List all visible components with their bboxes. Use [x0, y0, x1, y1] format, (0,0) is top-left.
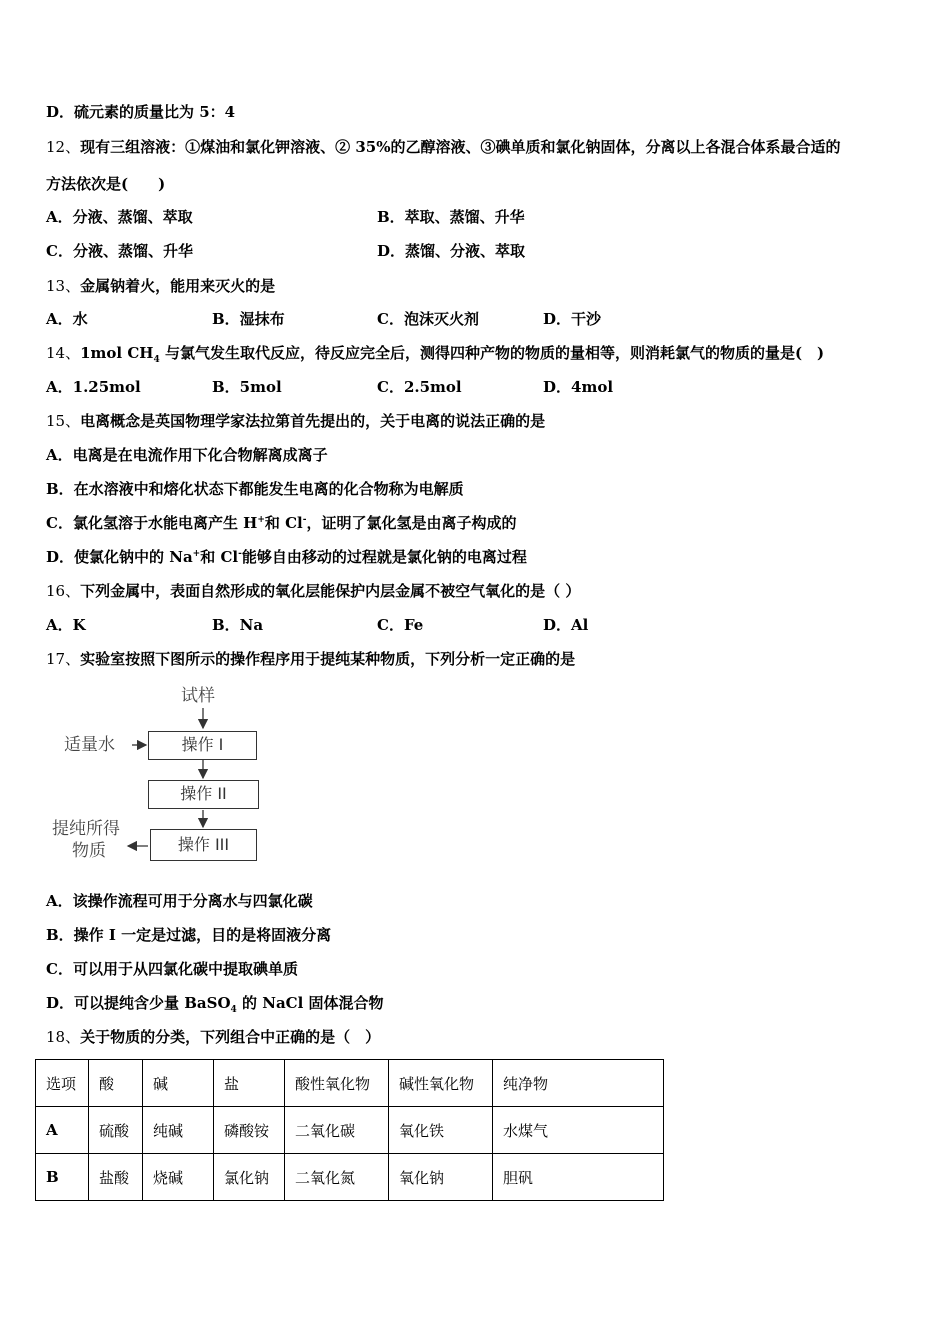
table-cell: 磷酸铵 [214, 1107, 285, 1154]
q12-option-b: B．萃取、蒸馏、升华 [377, 208, 525, 226]
flow-sample-label: 试样 [181, 686, 215, 706]
q17-option-c: C．可以用于从四氯化碳中提取碘单质 [46, 960, 298, 978]
q16-option-b: B．Na [212, 616, 264, 634]
q12-option-a: A．分液、蒸馏、萃取 [46, 208, 193, 226]
table-cell: B [36, 1154, 89, 1201]
q17-option-a: A．该操作流程可用于分离水与四氯化碳 [46, 892, 313, 910]
th-acidic-oxide: 酸性氧化物 [285, 1060, 389, 1107]
q14-option-a: A．1.25mol [46, 378, 141, 396]
table-cell: 水煤气 [493, 1107, 664, 1154]
table-row [36, 1154, 664, 1201]
q15-stem: 15、电离概念是英国物理学家法拉第首先提出的，关于电离的说法正确的是 [46, 412, 546, 430]
q17-option-d: D．可以提纯含少量 BaSO$_4$ 的 NaCl 固体混合物 [46, 994, 384, 1015]
q13-stem: 13、金属钠着火，能用来灭火的是 [46, 277, 276, 295]
q13-option-c: C．泡沫灭火剂 [377, 310, 479, 328]
flow-result-label-2: 物质 [72, 841, 106, 861]
table-cell: 二氧化碳 [285, 1107, 389, 1154]
th-base: 碱 [143, 1060, 214, 1107]
table-cell: 盐酸 [89, 1154, 143, 1201]
flow-result-label-1: 提纯所得 [52, 819, 120, 839]
classification-table [35, 1059, 664, 1201]
table-cell: A [36, 1107, 89, 1154]
q16-option-c: C．Fe [377, 616, 424, 634]
q15-option-b: B．在水溶液中和熔化状态下都能发生电离的化合物称为电解质 [46, 480, 464, 498]
flow-water-label: 适量水 [64, 735, 115, 755]
q17-stem: 17、实验室按照下图所示的操作程序用于提纯某种物质，下列分析一定正确的是 [46, 650, 576, 668]
table-cell: 硫酸 [89, 1107, 143, 1154]
th-acid: 酸 [89, 1060, 143, 1107]
table-cell: 氧化钠 [389, 1154, 493, 1201]
table-cell: 氧化铁 [389, 1107, 493, 1154]
q15-option-c: C．氯化氢溶于水能电离产生 H+和 Cl-，证明了氯化氢是由离子构成的 [46, 514, 517, 532]
q11-option-d: D．硫元素的质量比为 5：4 [46, 103, 236, 121]
table-row [36, 1107, 664, 1154]
th-basic-oxide: 碱性氧化物 [389, 1060, 493, 1107]
th-option: 选项 [36, 1060, 89, 1107]
q12-option-c: C．分液、蒸馏、升华 [46, 242, 193, 260]
flow-op1-box: 操作 I [148, 731, 257, 760]
q12-option-d: D．蒸馏、分液、萃取 [377, 242, 526, 260]
q17-flowchart [50, 684, 280, 866]
q13-option-d: D．干沙 [543, 310, 602, 328]
table-cell: 二氧化氮 [285, 1154, 389, 1201]
q12-stem-line2: 方法依次是( ) [46, 175, 166, 193]
q14-option-b: B．5mol [212, 378, 282, 396]
q12-stem-line1: 12、现有三组溶液：①煤油和氯化钾溶液、② 35%的乙醇溶液、③碘单质和氯化钠固体，分离以上各混合体系最合适的 [46, 138, 841, 156]
q14-option-c: C．2.5mol [377, 378, 462, 396]
q13-option-a: A．水 [46, 310, 88, 328]
flow-op2-box: 操作 II [148, 780, 259, 809]
th-salt: 盐 [214, 1060, 285, 1107]
table-cell: 烧碱 [143, 1154, 214, 1201]
table-cell: 纯碱 [143, 1107, 214, 1154]
table-header-row [36, 1060, 664, 1107]
q17-option-b: B．操作 I 一定是过滤，目的是将固液分离 [46, 926, 332, 944]
q15-option-d: D．使氯化钠中的 Na+和 Cl-能够自由移动的过程就是氯化钠的电离过程 [46, 548, 527, 566]
q14-stem: 14、1mol $CH_4$ 与氯气发生取代反应，待反应完全后，测得四种产物的物质的量相等，则消耗氯气的物质的量是( ) [46, 344, 825, 365]
table-cell: 氯化钠 [214, 1154, 285, 1201]
q18-stem: 18、关于物质的分类，下列组合中正确的是（ ） [46, 1028, 381, 1046]
th-pure-substance: 纯净物 [493, 1060, 664, 1107]
q15-option-a: A．电离是在电流作用下化合物解离成离子 [46, 446, 328, 464]
table-cell: 胆矾 [493, 1154, 664, 1201]
q16-option-d: D．Al [543, 616, 589, 634]
flow-op3-box: 操作 III [150, 829, 257, 861]
q16-stem: 16、下列金属中，表面自然形成的氧化层能保护内层金属不被空气氧化的是（ ） [46, 582, 581, 600]
q14-option-d: D．4mol [543, 378, 614, 396]
q16-option-a: A．K [46, 616, 86, 634]
q13-option-b: B．湿抹布 [212, 310, 285, 328]
